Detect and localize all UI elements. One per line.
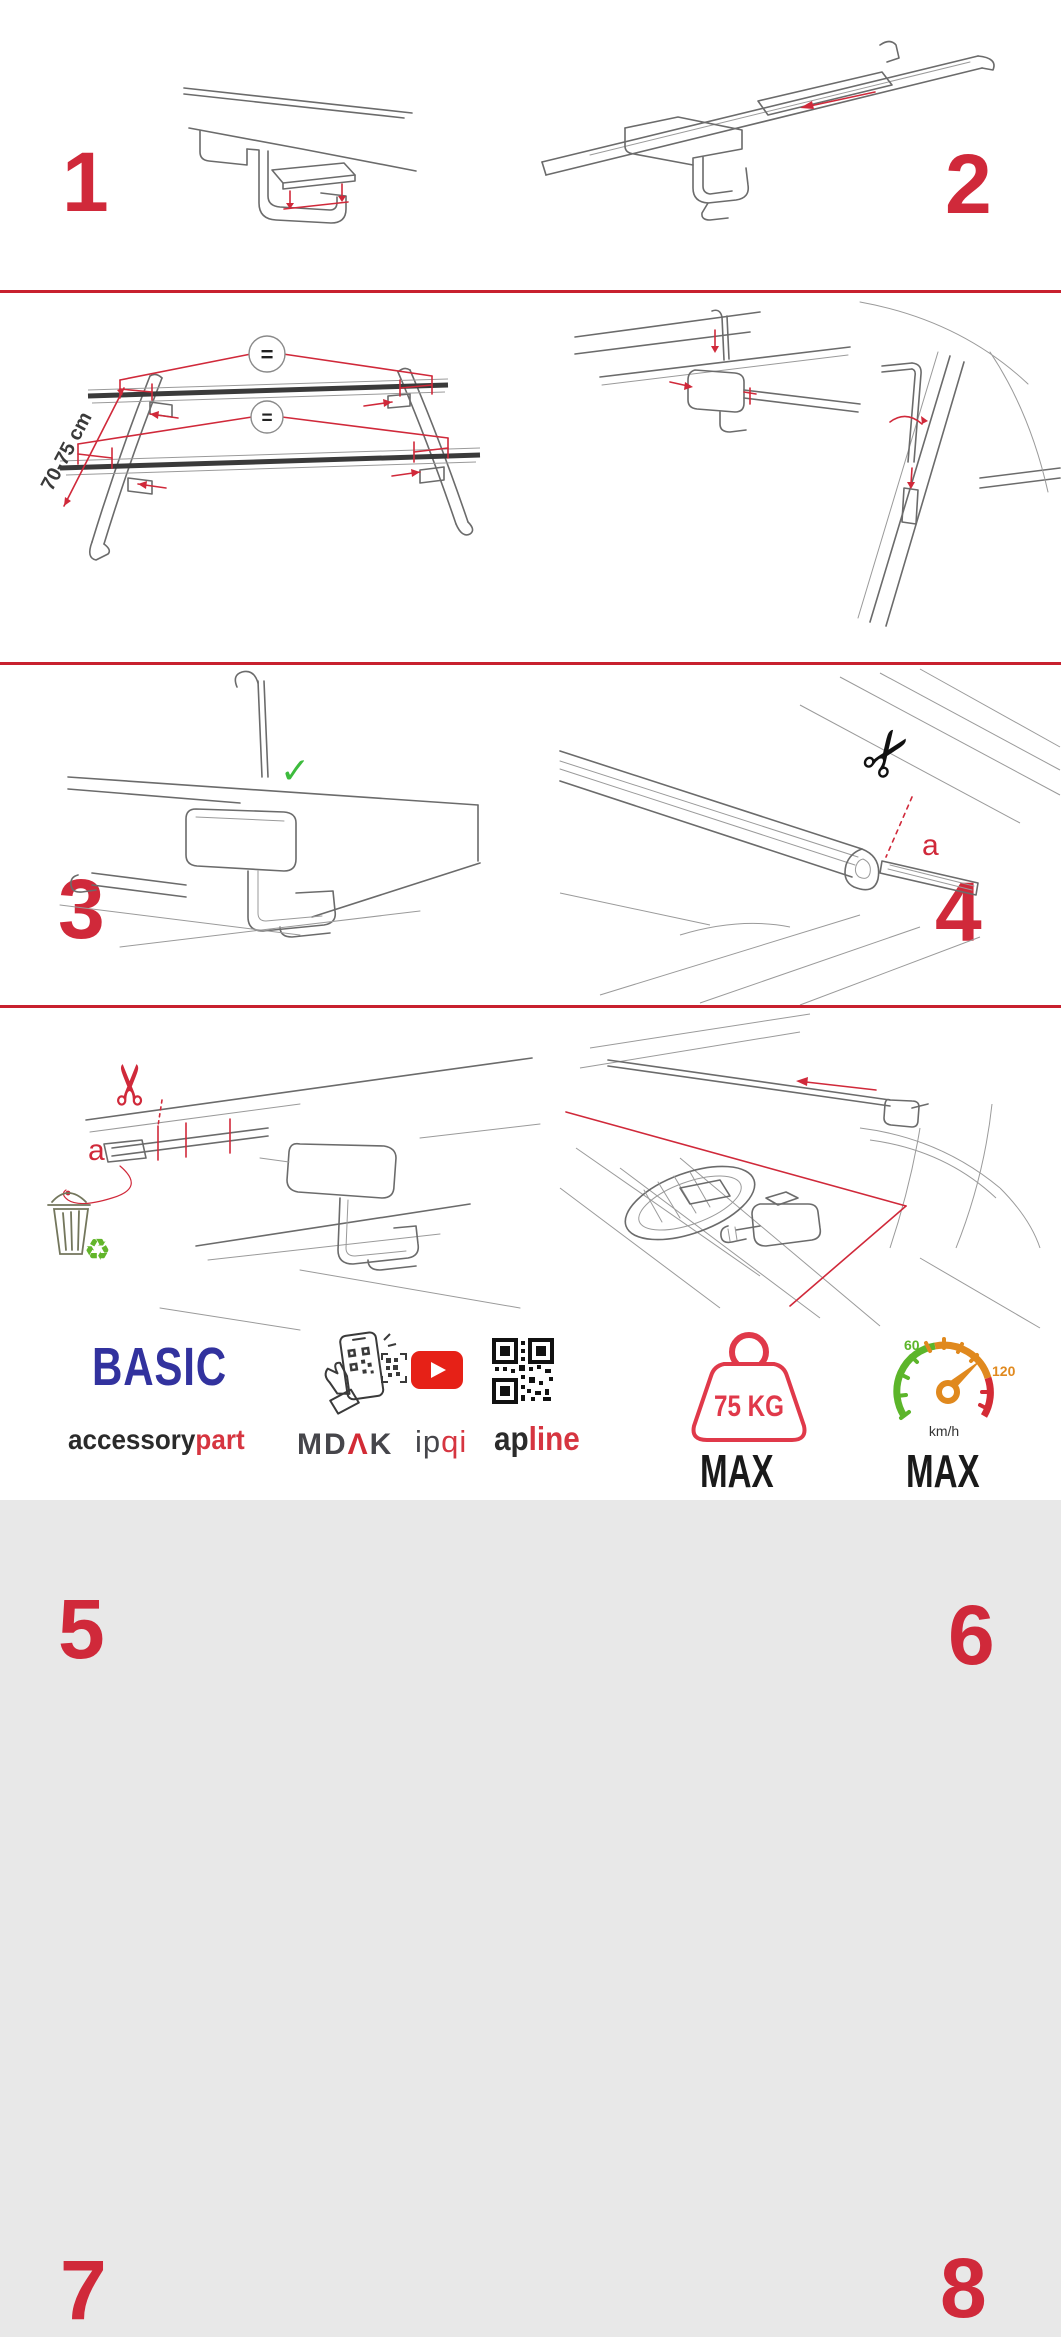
step-4-number: 4 [935, 865, 982, 959]
step-3-number: 3 [58, 862, 105, 956]
qr-code [491, 1337, 555, 1410]
step-6-illustration [560, 665, 1061, 1005]
step-1-number: 1 [62, 135, 109, 229]
step-5-number: 5 [58, 1582, 105, 1676]
step-3-illustration [0, 292, 560, 662]
step-2-panel [530, 0, 1061, 288]
brand-name-red: part [195, 1424, 245, 1455]
mdak-logo [297, 1428, 393, 1462]
step-2-number: 2 [945, 137, 992, 231]
step-3-panel [0, 292, 560, 956]
step-4-panel [560, 292, 1061, 959]
max-load-value: 75 KG [714, 1390, 784, 1423]
scissors-icon: ✂ [842, 711, 933, 796]
step-1-panel [0, 0, 530, 288]
youtube-icon [411, 1351, 463, 1394]
trim-strip-label: a [88, 1134, 105, 1167]
max-speed-label: MAX [906, 1445, 980, 1497]
apline-black: ap [494, 1420, 529, 1457]
accessorypart-logo [68, 1424, 258, 1456]
check-icon: ✓ [280, 751, 311, 792]
equal-spacing-label: = [260, 342, 274, 367]
basic-logo [92, 1336, 265, 1398]
max-load-icon [680, 1328, 820, 1453]
crossbar-distance-label: 70-75 cm [36, 408, 97, 495]
brand-name-black: accessory [68, 1424, 196, 1455]
step-5-illustration [0, 665, 560, 1005]
ipqi-red: qi [441, 1424, 468, 1459]
mdak-prefix: MD [297, 1428, 348, 1461]
mdak-caret: Λ [347, 1428, 370, 1461]
step-7-number: 7 [60, 2243, 107, 2337]
apline-logo [494, 1420, 589, 1458]
ipqi-black: ip [415, 1424, 442, 1459]
scissors-icon: ✂ [99, 1061, 164, 1108]
step-8-illustration [560, 1008, 1061, 1330]
basic-logo-text: BASIC [92, 1337, 227, 1397]
speed-unit: km/h [928, 1423, 960, 1439]
step-8-number: 8 [940, 2241, 987, 2335]
step-7-illustration [0, 1008, 560, 1330]
speed-tick-high: 120 [992, 1363, 1016, 1379]
apline-red: line [528, 1420, 580, 1457]
max-load-label: MAX [700, 1445, 774, 1497]
ipqi-logo [415, 1424, 467, 1460]
step-6-number: 6 [948, 1588, 995, 1682]
step-4-illustration [560, 292, 1061, 662]
speed-tick-low: 60 [904, 1337, 920, 1353]
scan-qr-phone-icon [316, 1328, 406, 1427]
recycle-icon: ♻ [84, 1233, 111, 1268]
mdak-suffix: K [369, 1428, 394, 1461]
max-speed-icon [878, 1328, 1023, 1451]
equal-spacing-label: = [261, 408, 273, 429]
trim-strip-label: a [922, 829, 939, 862]
